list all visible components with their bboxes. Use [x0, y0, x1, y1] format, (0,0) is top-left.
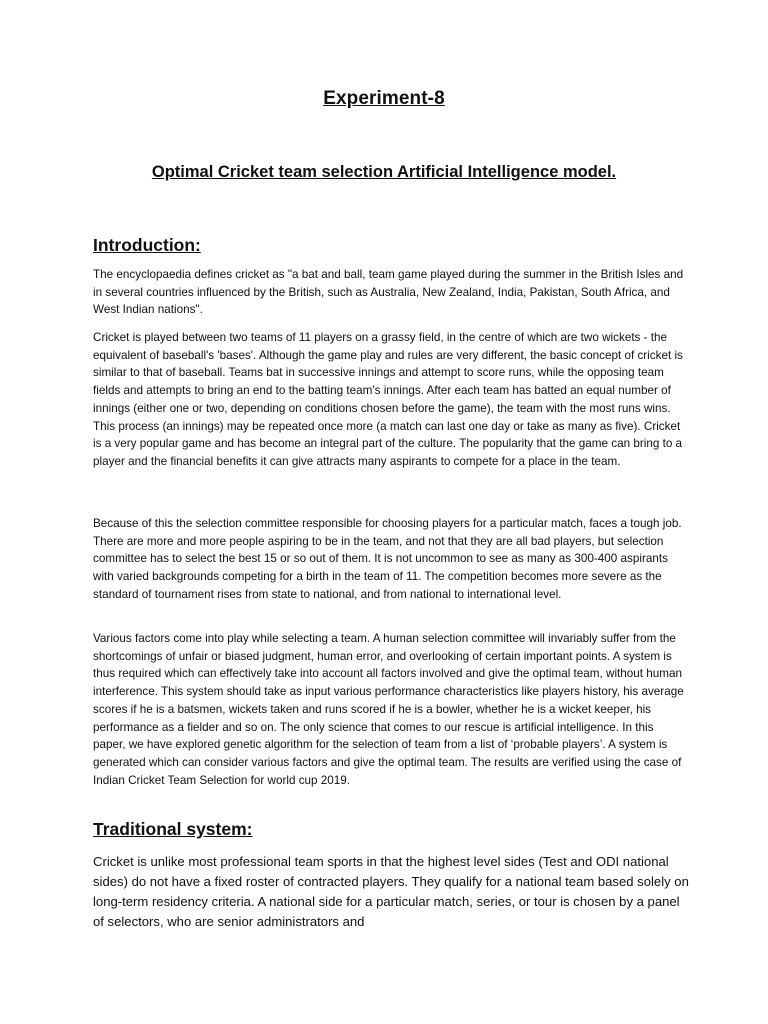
- section-heading-introduction: Introduction:: [93, 235, 201, 255]
- paragraph: Various factors come into play while selecting a team. A human selection committee will invariably suffer from the shortcomings of unfair or biased judgment, human error, and overlooking of certain important points. A system is thus required which can effectively take into account all factors involved and give the optimal team, without human interference. This system should take as input various performance characteristics like players history, his average scores if he is a batsmen, wickets taken and runs scored if he is a bowler, whether he is a wicket keeper, his performance as a fielder and so on. The only science that comes to our rescue is artificial intelligence. In this paper, we have explored genetic algorithm for the selection of team from a list of ‘probable players’. A system is generated which can consider various factors and give the optimal team. The results are verified using the case of Indian Cricket Team Selection for world cup 2019.: [93, 632, 684, 787]
- section-heading-traditional-system: Traditional system:: [93, 819, 253, 839]
- paragraph: Cricket is played between two teams of 11 players on a grassy field, in the centre of which are two wickets - the equivalent of baseball's 'bases'. Although the game play and rules are very different, the basic concept of cricket is similar to that of baseball. Teams bat in successive innings and attempt to score runs, while the opposing team fields and attempts to bring an end to the batting team's innings. After each team has batted an equal number of innings (either one or two, depending on conditions chosen before the game), the team with the most runs wins. This process (an innings) may be repeated once more (a match can last one day or take as many as five). Cricket is a very popular game and has become an integral part of the culture. The popularity that the game can bring to a player and the financial benefits it can give attracts many aspirants to compete for a place in the team.: [93, 331, 683, 468]
- paragraph: Because of this the selection committee responsible for choosing players for a particular match, faces a tough job. There are more and more people aspiring to be in the team, and not that they are all bad players, but selection committee has to select the best 15 or so out of them. It is not uncommon to see as many as 300-400 aspirants with varied backgrounds competing for a birth in the team of 11. The competition becomes more severe as the standard of tournament rises from state to national, and from national to international level.: [93, 517, 682, 601]
- document-subtitle: Optimal Cricket team selection Artificial Intelligence model.: [151, 163, 617, 181]
- paragraph: Cricket is unlike most professional team sports in that the highest level sides (Test and ODI national sides) do not have a fixed roster of contracted players. They qualify for a national team based solely on long-term residency criteria. A national side for a particular match, series, or tour is chosen by a panel of selectors, who are senior administrators and: [93, 854, 689, 929]
- paragraph: The encyclopaedia defines cricket as "a bat and ball, team game played during the summer in the British Isles and in several countries influenced by the British, such as Australia, New Zealand, India, Pakistan, South Africa, and West Indian nations".: [93, 268, 684, 317]
- document-title: Experiment-8: [323, 88, 445, 109]
